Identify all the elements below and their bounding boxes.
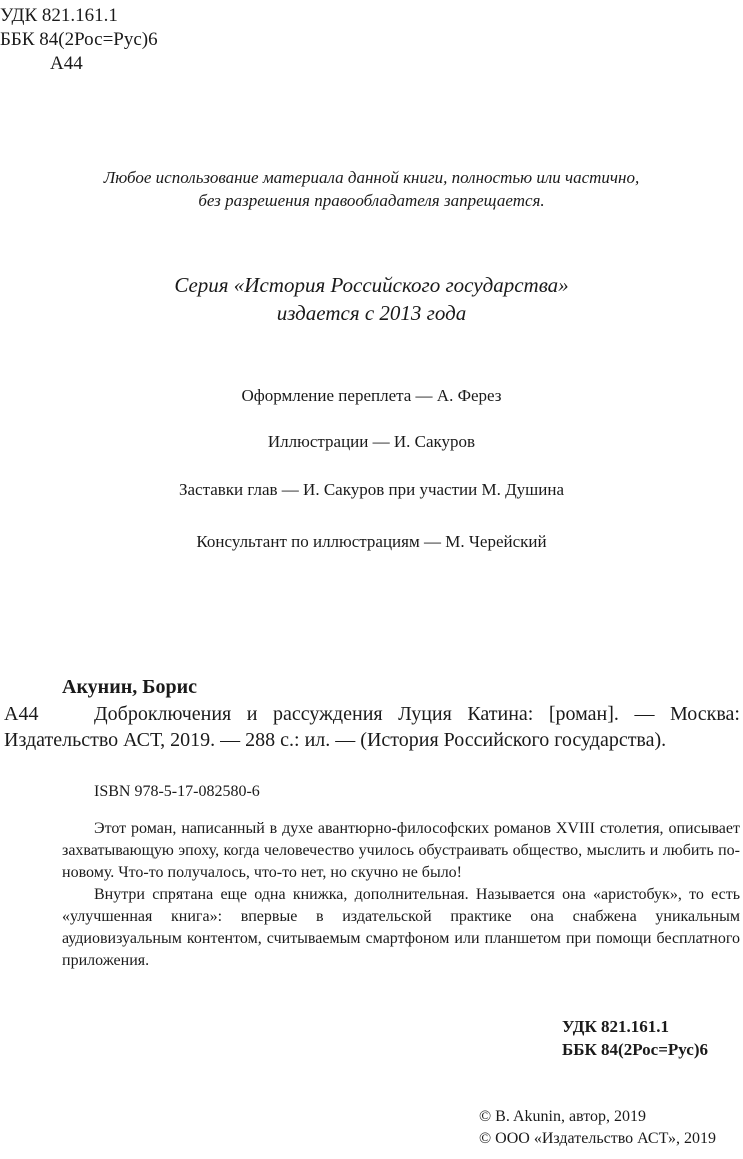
annotation — [62, 818, 740, 972]
top-classification-codes — [0, 4, 158, 76]
author-mark: А44 — [50, 53, 83, 74]
bbk-code: ББК 84(2Рос=Рус)6 — [0, 29, 158, 50]
catalog-author: Акунин, Борис — [62, 676, 197, 698]
copyright-warning — [0, 166, 743, 212]
credit-illustrations: Иллюстрации — И. Сакуров — [267, 432, 476, 451]
series-line-2: издается с 2013 года — [276, 301, 467, 325]
credit-chapter-headers: Заставки глав — И. Сакуров при участии М. Душина — [178, 480, 565, 499]
series-note — [0, 271, 743, 327]
udk-code-bottom: УДК 821.161.1 — [562, 1017, 670, 1036]
copyright-author: © B. Akunin, автор, 2019 — [479, 1108, 646, 1125]
credit-illustration-consultant: Консультант по иллюстрациям — М. Черейский — [196, 532, 547, 551]
catalog-mark: А44 — [4, 703, 39, 725]
series-line-1: Серия «История Российского государства» — [174, 273, 569, 297]
bbk-code-bottom: ББК 84(2Рос=Рус)6 — [562, 1040, 708, 1059]
isbn: ISBN 978-5-17-082580-6 — [94, 783, 260, 800]
credit-cover-design: Оформление переплета — А. Ферез — [241, 386, 502, 405]
udk-code: УДК 821.161.1 — [0, 5, 118, 26]
annotation-paragraph: Этот роман, написанный в духе авантюрно-философских романов XVIII столетия, описывает захватывающую эпоху, когда человечество училось обустраивать общество, мыслить и любить по-новому. Что-то получалось, что-то нет, но скучно не было! — [62, 820, 740, 881]
copyright-publisher: © ООО «Издательство АСТ», 2019 — [479, 1130, 716, 1147]
catalog-description: Доброключения и рассуждения Луция Катина: [роман]. — Москва: Издательство АСТ, 2019. — 288 с.: ил. — (История Российского государства). — [4, 703, 740, 751]
copyright-notice — [479, 1106, 716, 1150]
bottom-classification-codes — [562, 1015, 708, 1061]
annotation-paragraph: Внутри спрятана еще одна книжка, дополнительная. Называется она «аристобук», то есть «улучшенная книга»: впервые в издательской практике она снабжена уникальным аудиовизуальным контентом, считываемым смартфоном или планшетом при помощи бесплатного приложения. — [62, 886, 740, 969]
warning-line-2: без разрешения правообладателя запрещается. — [198, 191, 545, 210]
warning-line-1: Любое использование материала данной книги, полностью или частично, — [103, 168, 640, 187]
